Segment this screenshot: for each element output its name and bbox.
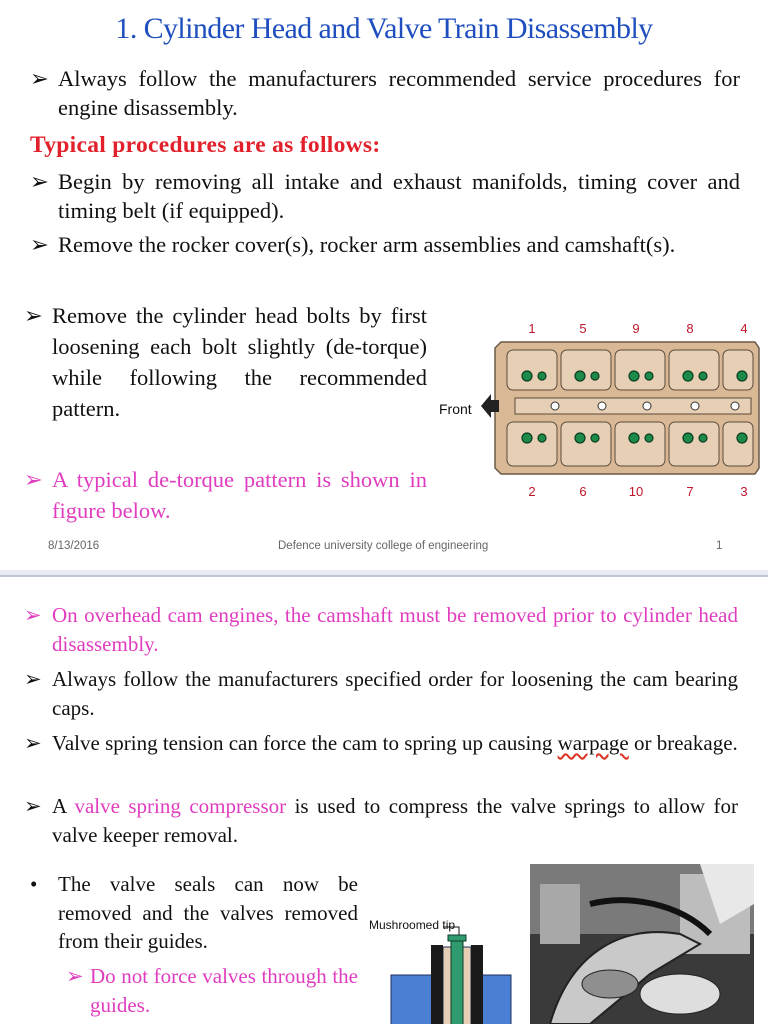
detorque-pattern-diagram bbox=[437, 318, 762, 504]
bolt-number: 10 bbox=[628, 484, 644, 499]
bolt-number: 4 bbox=[740, 321, 748, 336]
bullet-spring-tension: ➢ Valve spring tension can force the cam to spring up causing warpage or breakage. bbox=[24, 729, 738, 758]
arrow-bullet-icon: ➢ bbox=[24, 794, 42, 818]
arrow-bullet-icon: ➢ bbox=[30, 66, 49, 91]
footer-organization: Defence university college of engineering bbox=[278, 540, 489, 552]
arrow-bullet-icon: ➢ bbox=[24, 603, 42, 627]
arrow-bullet-icon: ➢ bbox=[24, 303, 43, 328]
bolt-number: 3 bbox=[740, 484, 748, 499]
arrow-bullet-icon: ➢ bbox=[66, 964, 84, 988]
footer-date: 8/13/2016 bbox=[48, 540, 100, 552]
bullet-spring-compressor: ➢ A valve spring compressor is used to compress the valve springs to allow for valve keeper removal. bbox=[24, 794, 738, 847]
bolt-number: 1 bbox=[528, 321, 536, 336]
bolt-number: 2 bbox=[528, 484, 536, 499]
bolt-number: 8 bbox=[686, 321, 694, 336]
bolt-number: 6 bbox=[579, 484, 587, 499]
arrow-bullet-icon: ➢ bbox=[24, 467, 43, 492]
bullet-overhead-cam: ➢ On overhead cam engines, the camshaft must be removed prior to cylinder head disassembly. bbox=[24, 603, 738, 656]
valve-guide-diagram bbox=[363, 915, 513, 1024]
arrow-bullet-icon: ➢ bbox=[30, 169, 49, 194]
bullet-remove-head-bolts: ➢ Remove the cylinder head bolts by first loosening each bolt slightly (de-torque) while following the recommended pattern. bbox=[24, 300, 427, 424]
typical-procedures-heading: Typical procedures are as follows: bbox=[30, 132, 381, 158]
bullet-do-not-force: ➢ Do not force valves through the guides. bbox=[66, 964, 358, 1017]
bullet-detorque-pattern: ➢ A typical de-torque pattern is shown in figure below. bbox=[24, 464, 427, 526]
dot-bullet-icon: • bbox=[30, 872, 38, 896]
bullet-follow-procedures: ➢ Always follow the manufacturers recommended service procedures for engine disassembly. bbox=[30, 66, 740, 120]
bolt-number: 9 bbox=[632, 321, 640, 336]
mushroomed-tip-label: Mushroomed tip bbox=[369, 918, 456, 932]
arrow-bullet-icon: ➢ bbox=[24, 667, 42, 691]
bolt-number: 7 bbox=[686, 484, 694, 499]
slide-2 bbox=[0, 575, 768, 1024]
bolt-number: 5 bbox=[579, 321, 587, 336]
bullet-remove-rocker: ➢ Remove the rocker cover(s), rocker arm assemblies and camshaft(s). bbox=[30, 232, 676, 257]
valve-spring-compressor-photo bbox=[530, 864, 754, 1024]
arrow-bullet-icon: ➢ bbox=[24, 731, 42, 755]
bullet-remove-manifolds: ➢ Begin by removing all intake and exhaust manifolds, timing cover and timing belt (if equipped). bbox=[30, 169, 740, 223]
slide-title: 1. Cylinder Head and Valve Train Disassembly bbox=[115, 12, 653, 45]
arrow-bullet-icon: ➢ bbox=[30, 232, 49, 257]
footer-page-number: 1 bbox=[716, 540, 723, 552]
front-label: Front bbox=[439, 401, 472, 417]
bullet-valve-seals: • The valve seals can now be removed and the valves removed from their guides. bbox=[30, 872, 358, 953]
bullet-cam-bearing-caps: ➢ Always follow the manufacturers specified order for loosening the cam bearing caps. bbox=[24, 667, 738, 720]
